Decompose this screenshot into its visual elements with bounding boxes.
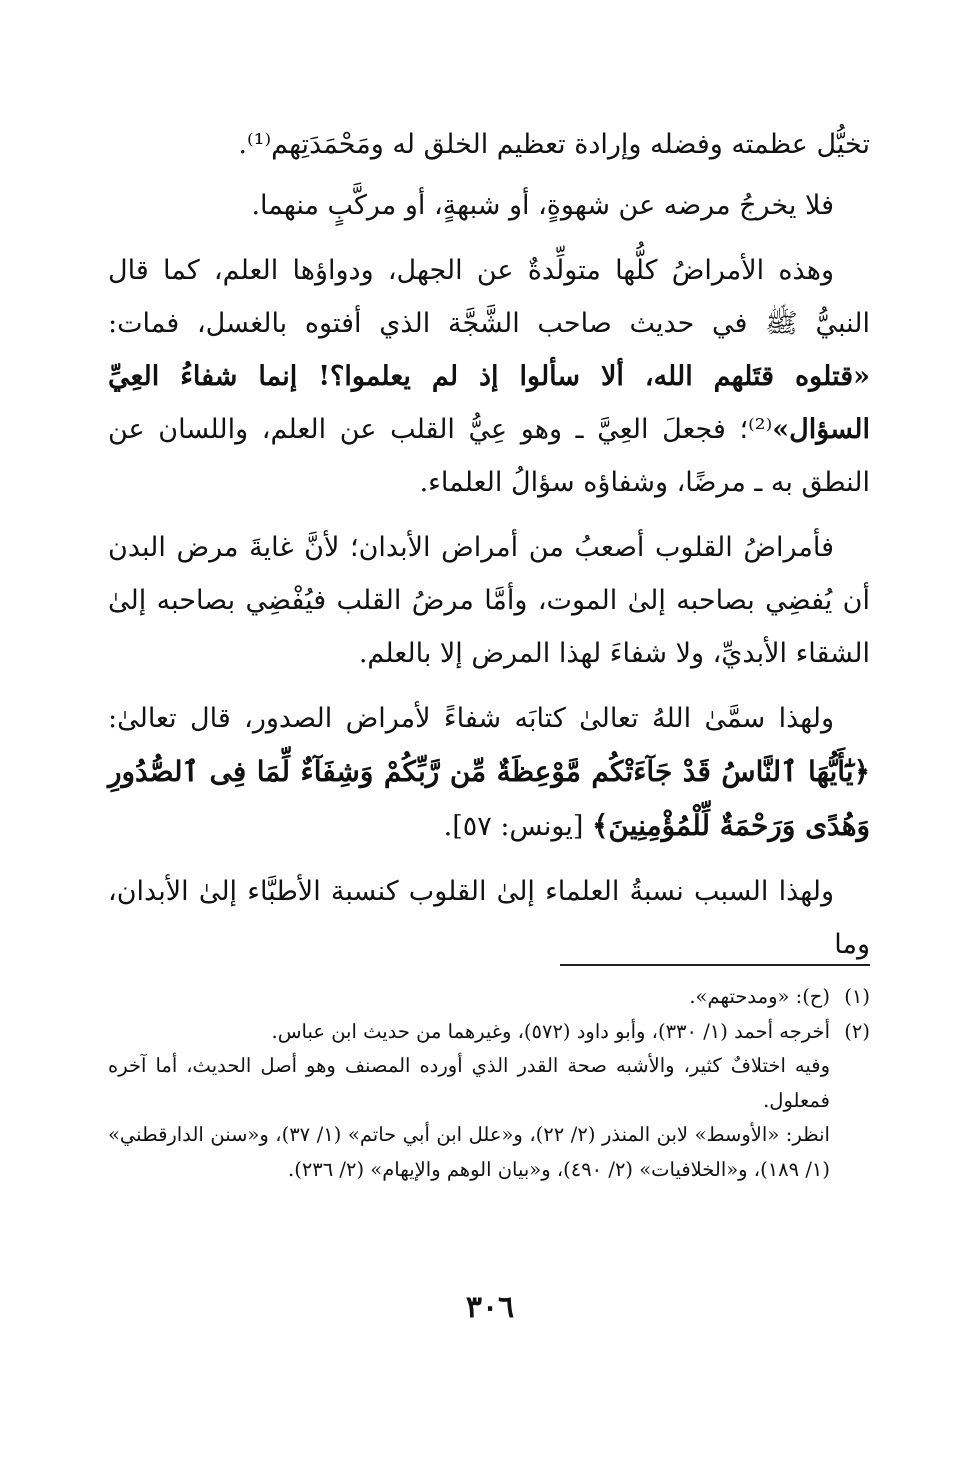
footnote-ref: ⁽²⁾ — [748, 414, 773, 445]
paragraph-text: ؛ فجعلَ العِيَّ ـ وهو عِيُّ القلب عن العلم، واللسان عن النطق به ـ مرضًا، وشفاؤه سؤالُ العلماء. — [108, 414, 870, 498]
footnote-number: (١) — [844, 985, 870, 1008]
footnote-separator — [560, 964, 870, 966]
quran-reference: [يونس: ٥٧]. — [443, 811, 584, 842]
paragraph-text: ولهذا السبب نسبةُ العلماء إلىٰ القلوب كنسبة الأطبَّاء إلىٰ الأبدان، وما — [108, 876, 870, 960]
hadith-quote: «قتلوه قتَلهم الله، ألا سألوا إذ لم يعلموا؟! إنما شفاءُ العِيِّ السؤال» — [108, 361, 870, 445]
paragraph-text: فلا يخرجُ مرضه عن شهوةٍ، أو شبهةٍ، أو مركَّبٍ منهما. — [251, 190, 834, 221]
footnote-text: (ح): «ومدحتهم». — [689, 985, 830, 1008]
footnote-text: انظر: «الأوسط» لابن المنذر (٢/ ٢٢)، و«علل ابن أبي حاتم» (١/ ٣٧)، و«سنن الدارقطني» (١/ ١٨٩)، و«الخلافيات» (٢/ ٤٩٠)، و«بيان الوهم والإيهام» (٢/ ٢٣٦). — [108, 1123, 830, 1181]
paragraph-text: وهذه الأمراضُ كلُّها متولِّدةٌ عن الجهل، ودواؤها العلم، كما قال النبيُّ ﷺ في حديث صاحب الشَّجَّة الذي أفتوه بالغسل، فمات: — [108, 255, 870, 339]
main-text — [108, 118, 870, 971]
footnotes — [108, 980, 870, 1187]
footnote-continuation — [108, 1049, 870, 1118]
paragraph-text: فأمراضُ القلوب أصعبُ من أمراض الأبدان؛ لأنَّ غايةَ مرض البدن أن يُفضِي بصاحبه إلىٰ الموت، وأمَّا مرضُ القلب فيُفْضِي بصاحبه إلىٰ الشقاء الأبديِّ، ولا شفاءَ لهذا المرض إلا بالعلم. — [108, 532, 870, 669]
footnote-text: وفيه اختلافٌ كثير، والأشبه صحة القدر الذي أورده المصنف وهو أصل الحديث، أما آخره فمعلول. — [108, 1054, 830, 1112]
quran-verse: ﴿يَٰٓأَيُّهَا ٱلنَّاسُ قَدْ جَآءَتْكُم مَّوْعِظَةٌ مِّن رَّبِّكُمْ وَشِفَآءٌ لِّمَا فِى ٱلصُّدُورِ وَهُدًى وَرَحْمَةٌ لِّلْمُؤْمِنِينَ﴾ — [108, 755, 870, 842]
footnote-continuation — [108, 1118, 870, 1187]
footnote-text: أخرجه أحمد (١/ ٣٣٠)، وأبو داود (٥٧٢)، وغيرهما من حديث ابن عباس. — [271, 1019, 830, 1043]
footnote — [108, 980, 870, 1015]
page-number: ٣٠٦ — [465, 1290, 515, 1325]
footnote — [108, 1015, 870, 1050]
paragraph — [108, 865, 870, 971]
paragraph-text: تخيُّل عظمته وفضله وإرادة تعظيم الخلق له ومَحْمَدَتِهم⁽¹⁾. — [238, 129, 870, 160]
paragraph — [108, 521, 870, 680]
paragraph-text: ولهذا سمَّىٰ اللهُ تعالىٰ كتابَه شفاءً لأمراض الصدور، قال تعالىٰ: — [108, 703, 834, 734]
paragraph-continuation — [108, 118, 870, 171]
paragraph — [108, 179, 870, 232]
paragraph-quran — [108, 692, 870, 853]
paragraph-hadith — [108, 244, 870, 509]
footnote-number: (٢) — [844, 1019, 870, 1043]
